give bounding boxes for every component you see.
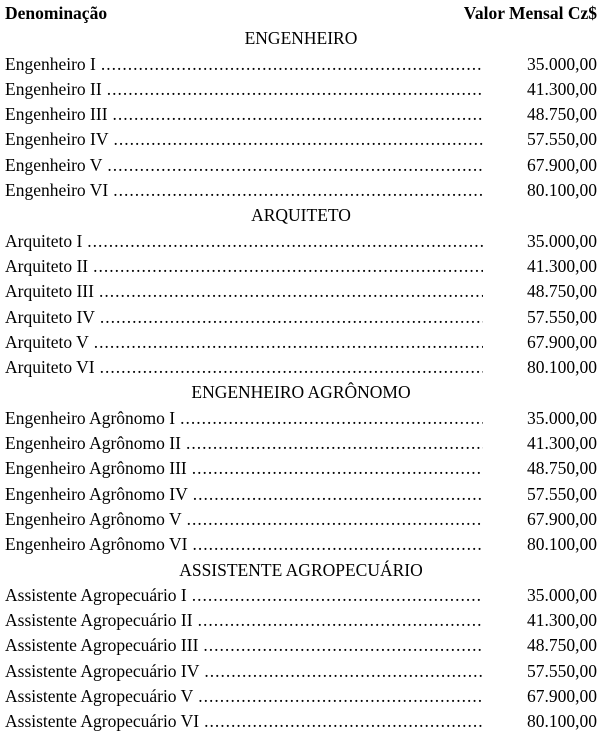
monthly-value-column-header: Valor Mensal Cz$ <box>463 3 597 23</box>
row-value: 80.100,00 <box>527 711 597 732</box>
dot-leader <box>203 633 483 658</box>
dot-leader <box>107 77 483 102</box>
dot-leader <box>193 482 483 507</box>
row-label: Engenheiro IV <box>5 129 109 150</box>
row-value: 35.000,00 <box>527 53 597 74</box>
table-row <box>5 532 597 557</box>
row-label: Assistente Agropecuário II <box>5 610 193 631</box>
denomination-column-header: Denominação <box>5 3 108 23</box>
table-row <box>5 608 597 633</box>
row-value: 41.300,00 <box>527 78 597 99</box>
table-row <box>5 583 597 608</box>
row-value: 41.300,00 <box>527 610 597 631</box>
dot-leader <box>107 153 483 178</box>
table-row <box>5 355 597 380</box>
dot-leader <box>100 355 483 380</box>
row-value: 41.300,00 <box>527 433 597 454</box>
row-label: Engenheiro III <box>5 104 108 125</box>
section-title: ARQUITETO <box>251 205 351 226</box>
row-value: 35.000,00 <box>527 584 597 605</box>
dot-leader <box>93 254 483 279</box>
dot-leader <box>99 279 483 304</box>
dot-leader <box>101 52 483 77</box>
row-label: Arquiteto VI <box>5 357 95 378</box>
row-label: Engenheiro VI <box>5 180 109 201</box>
table-row <box>5 709 597 734</box>
row-label: Arquiteto IV <box>5 306 95 327</box>
row-value: 57.550,00 <box>527 306 597 327</box>
row-label: Engenheiro Agrônomo VI <box>5 534 188 555</box>
dot-leader <box>204 659 483 684</box>
row-value: 35.000,00 <box>527 407 597 428</box>
table-row <box>5 229 597 254</box>
dot-leader <box>187 507 483 532</box>
row-label: Assistente Agropecuário III <box>5 635 199 656</box>
row-label: Arquiteto III <box>5 281 94 302</box>
row-label: Arquiteto II <box>5 255 89 276</box>
row-value: 48.750,00 <box>527 281 597 302</box>
row-value: 67.900,00 <box>527 686 597 707</box>
row-value: 67.900,00 <box>527 331 597 352</box>
row-label: Assistente Agropecuário IV <box>5 660 200 681</box>
table-row <box>5 178 597 203</box>
row-label: Engenheiro I <box>5 53 96 74</box>
table-row <box>5 659 597 684</box>
table-row <box>5 633 597 658</box>
table-row <box>5 330 597 355</box>
row-label: Engenheiro Agrônomo II <box>5 433 181 454</box>
section-title: ENGENHEIRO <box>244 28 358 49</box>
table-row <box>5 684 597 709</box>
dot-leader <box>113 178 483 203</box>
row-value: 67.900,00 <box>527 154 597 175</box>
dot-leader <box>100 305 483 330</box>
section-title: ENGENHEIRO AGRÔNOMO <box>191 382 411 403</box>
table-row <box>5 279 597 304</box>
row-value: 57.550,00 <box>527 129 597 150</box>
dot-leader <box>204 709 483 734</box>
table-row <box>5 254 597 279</box>
table-sections <box>5 26 597 734</box>
row-label: Assistente Agropecuário I <box>5 584 187 605</box>
row-label: Assistente Agropecuário VI <box>5 711 200 732</box>
row-label: Arquiteto V <box>5 331 89 352</box>
dot-leader <box>180 406 483 431</box>
row-value: 48.750,00 <box>527 104 597 125</box>
table-row <box>5 102 597 127</box>
dot-leader <box>198 608 483 633</box>
table-row <box>5 77 597 102</box>
row-value: 48.750,00 <box>527 635 597 656</box>
table-row <box>5 153 597 178</box>
row-label: Engenheiro Agrônomo IV <box>5 483 188 504</box>
dot-leader <box>94 330 483 355</box>
table-row <box>5 406 597 431</box>
dot-leader <box>192 583 483 608</box>
row-label: Engenheiro V <box>5 154 103 175</box>
dot-leader <box>192 456 483 481</box>
row-label: Engenheiro Agrônomo I <box>5 407 176 428</box>
row-label: Arquiteto I <box>5 230 83 251</box>
row-value: 80.100,00 <box>527 534 597 555</box>
row-value: 80.100,00 <box>527 180 597 201</box>
row-label: Engenheiro Agrônomo III <box>5 458 187 479</box>
section-title: ASSISTENTE AGROPECUÁRIO <box>179 559 423 580</box>
table-row <box>5 127 597 152</box>
row-value: 41.300,00 <box>527 255 597 276</box>
table-row <box>5 52 597 77</box>
row-value: 57.550,00 <box>527 483 597 504</box>
row-label: Assistente Agropecuário V <box>5 686 194 707</box>
dot-leader <box>186 431 483 456</box>
row-value: 35.000,00 <box>527 230 597 251</box>
table-header-row <box>5 1 597 26</box>
row-label: Engenheiro Agrônomo V <box>5 508 182 529</box>
table-row <box>5 482 597 507</box>
table-row <box>5 431 597 456</box>
row-value: 80.100,00 <box>527 357 597 378</box>
table-row <box>5 305 597 330</box>
row-label: Engenheiro II <box>5 78 102 99</box>
dot-leader <box>198 684 483 709</box>
dot-leader <box>192 532 483 557</box>
row-value: 57.550,00 <box>527 660 597 681</box>
table-row <box>5 507 597 532</box>
dot-leader <box>87 229 483 254</box>
dot-leader <box>113 102 483 127</box>
table-row <box>5 456 597 481</box>
row-value: 48.750,00 <box>527 458 597 479</box>
row-value: 67.900,00 <box>527 508 597 529</box>
dot-leader <box>114 127 483 152</box>
